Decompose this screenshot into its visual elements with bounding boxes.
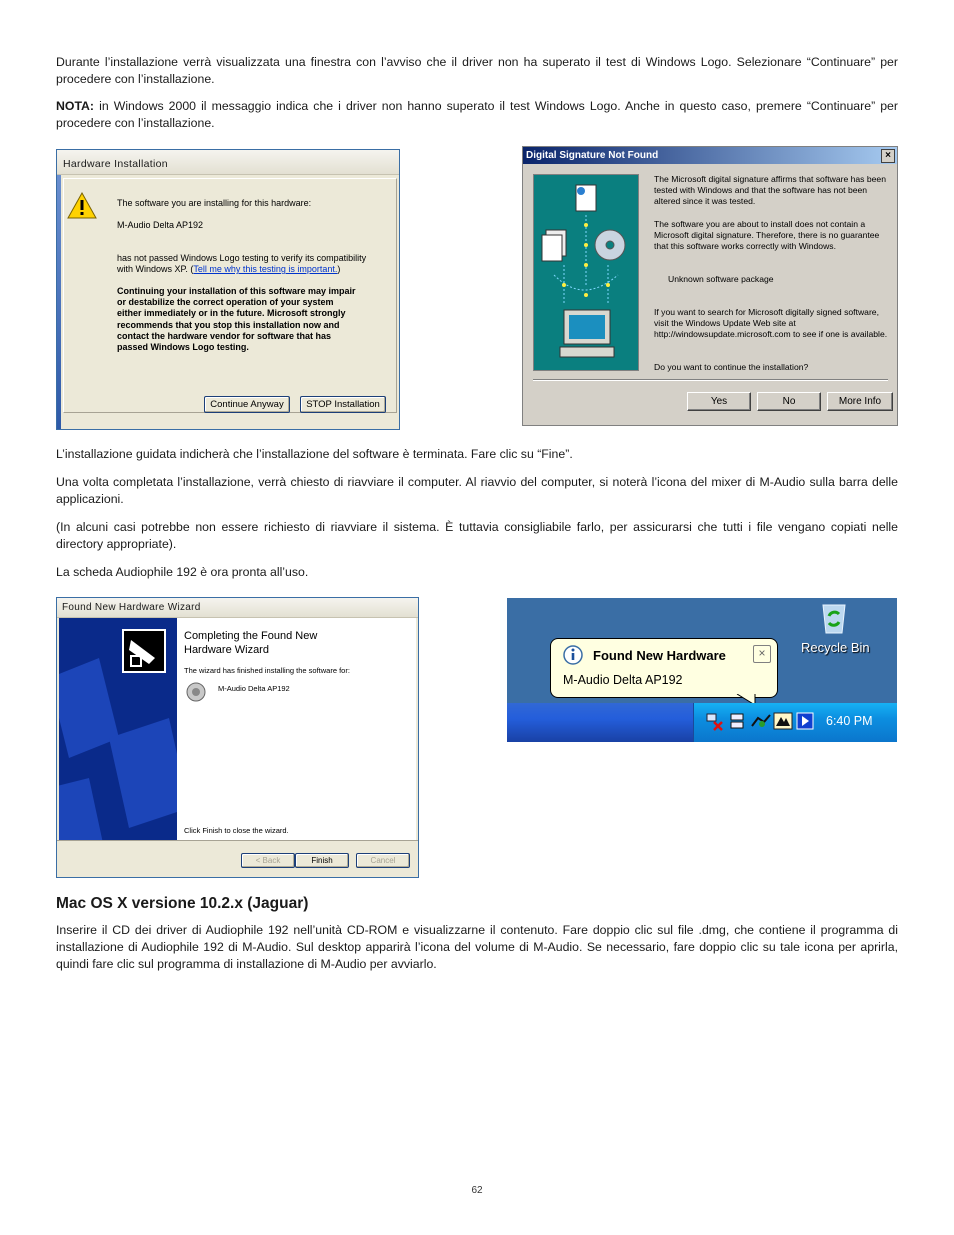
wizard-titlebar (57, 598, 418, 618)
sig-text2: The software you are about to install does not contain a Microsoft digital signature. Therefore, there is no guarantee that this software works correctly with Windows. (654, 219, 880, 251)
computer-cd-icon (534, 175, 638, 370)
note-paragraph (56, 98, 898, 132)
new-hardware-icon[interactable] (750, 712, 772, 730)
ready-paragraph: La scheda Audiophile 192 è ora pronta all’uso. (56, 565, 309, 579)
restart-paragraph: Una volta completata l’installazione, verrà chiesto di riavviare il computer. Al riavvio del computer, si noterà l’icona del mixer di M-Audio sulla barra delle applicazioni. (56, 475, 898, 506)
wizard-side-banner (59, 618, 177, 840)
wizard-heading (184, 629, 317, 657)
cancel-button[interactable]: Cancel (356, 853, 410, 868)
recycle-bin-label: Recycle Bin (801, 640, 870, 655)
continue-anyway-button[interactable]: Continue Anyway (204, 396, 290, 413)
reboot-note-paragraph: (In alcuni casi potrebbe non essere richiesto di riavviare il sistema. È tuttavia consigliabile farlo, per assicurarsi che tutti i file vengano copiati nelle directory appropriate). (56, 520, 898, 551)
page-number: 62 (471, 1185, 483, 1196)
hw-device: M-Audio Delta AP192 (117, 220, 204, 230)
wizard-title: Found New Hardware Wizard (62, 602, 201, 613)
sig-text4: If you want to search for Microsoft digitally signed software, visit the Windows Update Web site at http://windowsupdate.microsoft.com to see if one is available. (654, 307, 888, 339)
finish-paragraph: L’installazione guidata indicherà che l’installazione del software è terminata. Fare clic su “Fine”. (56, 447, 573, 461)
wizard-finish-text: Click Finish to close the wizard. (184, 826, 289, 835)
sig-text1: The Microsoft digital signature affirms that software has been tested with Windows and that the software has not been altered since it was tested. (654, 174, 886, 206)
more-info-button[interactable]: More Info (827, 392, 893, 411)
hw-warn4: recommends that you stop this installation now and (117, 320, 340, 330)
close-button[interactable]: × (881, 149, 895, 163)
wizard-content (177, 618, 416, 840)
wizard-device: M-Audio Delta AP192 (218, 684, 290, 693)
m-audio-mixer-icon[interactable] (773, 712, 793, 730)
hw-warn6: passed Windows Logo testing. (117, 342, 249, 352)
wizard-heading-line2: Hardware Wizard (184, 644, 269, 656)
hardware-installation-dialog (56, 149, 400, 430)
media-play-icon[interactable] (796, 712, 814, 730)
balloon-text: M-Audio Delta AP192 (563, 673, 683, 687)
sig-text5: Do you want to continue the installation? (654, 362, 809, 372)
safely-remove-hardware-icon[interactable] (729, 712, 745, 730)
window-edge (57, 174, 61, 430)
warning-icon (67, 192, 97, 219)
no-button[interactable]: No (757, 392, 821, 411)
balloon-title: Found New Hardware (593, 648, 726, 663)
section-heading: Mac OS X versione 10.2.x (Jaguar) (56, 895, 309, 912)
wizard-banner-art (59, 618, 177, 840)
wizard-separator (57, 840, 418, 841)
dialog-titlebar (523, 147, 897, 164)
taskbar-clock: 6:40 PM (826, 714, 873, 728)
taskbar-notification (507, 598, 897, 742)
speaker-icon (185, 681, 207, 703)
hw-line3a: has not passed Windows Logo testing to verify its compatibility (117, 253, 367, 263)
hw-line3b-post: ) (337, 264, 341, 274)
stop-installation-button[interactable]: STOP Installation (300, 396, 386, 413)
hw-line1: The software you are installing for this hardware: (117, 198, 312, 208)
network-disconnected-icon[interactable] (705, 711, 725, 731)
dialog-title: Hardware Installation (63, 158, 168, 170)
recycle-bin-icon[interactable] (818, 601, 850, 635)
balloon-close-button[interactable]: × (753, 645, 771, 663)
back-button[interactable]: < Back (241, 853, 295, 868)
dialog-titlebar (57, 150, 399, 175)
separator (533, 379, 888, 381)
why-testing-link[interactable]: Tell me why this testing is important. (193, 264, 338, 274)
yes-button[interactable]: Yes (687, 392, 751, 411)
hw-warn3: either immediately or in the future. Microsoft strongly (117, 308, 346, 318)
digital-signature-dialog (522, 146, 898, 426)
note-label: NOTA: (56, 99, 95, 113)
mac-install-paragraph: Inserire il CD dei driver di Audiophile 192 nell’unità CD-ROM e visualizzarne il contenuto. Fare doppio clic sul file .dmg, che contiene il programma di installazione di Audiophile 192 di M-Audio. Sul desktop apparirà l’icona del volume di M-Audio. Se necessario, fare doppio clic su tale icona per aprirla, quindi fare clic sul programma di installazione di M-Audio per avviarlo. (56, 923, 898, 971)
finish-button[interactable]: Finish (295, 853, 349, 868)
hw-warn5: contact the hardware vendor for software that has (117, 331, 332, 341)
wizard-subtitle: The wizard has finished installing the software for: (184, 666, 350, 675)
intro-paragraph: Durante l’installazione verrà visualizzata una finestra con l’avviso che il driver non ha superato il test di Windows Logo. Selezionare “Continuare” per procedere con l’installazione. (56, 55, 898, 86)
hw-line3b-pre: with Windows XP. ( (117, 264, 194, 274)
wizard-heading-line1: Completing the Found New (184, 630, 318, 642)
hw-line3b (117, 264, 340, 276)
hw-warn2: or destabilize the correct operation of your system (117, 297, 334, 307)
hw-warn1: Continuing your installation of this software may impair (117, 286, 356, 296)
found-new-hardware-wizard (56, 597, 419, 878)
dialog-title: Digital Signature Not Found (526, 150, 659, 161)
found-new-hardware-balloon[interactable] (550, 638, 778, 698)
info-icon (563, 645, 583, 665)
note-text: in Windows 2000 il messaggio indica che i driver non hanno superato il test Windows Logo. Anche in questo caso, premere “Continuare” per procedere con l’installazione. (56, 99, 898, 130)
sig-text3: Unknown software package (668, 274, 774, 284)
signature-illustration (533, 174, 639, 371)
